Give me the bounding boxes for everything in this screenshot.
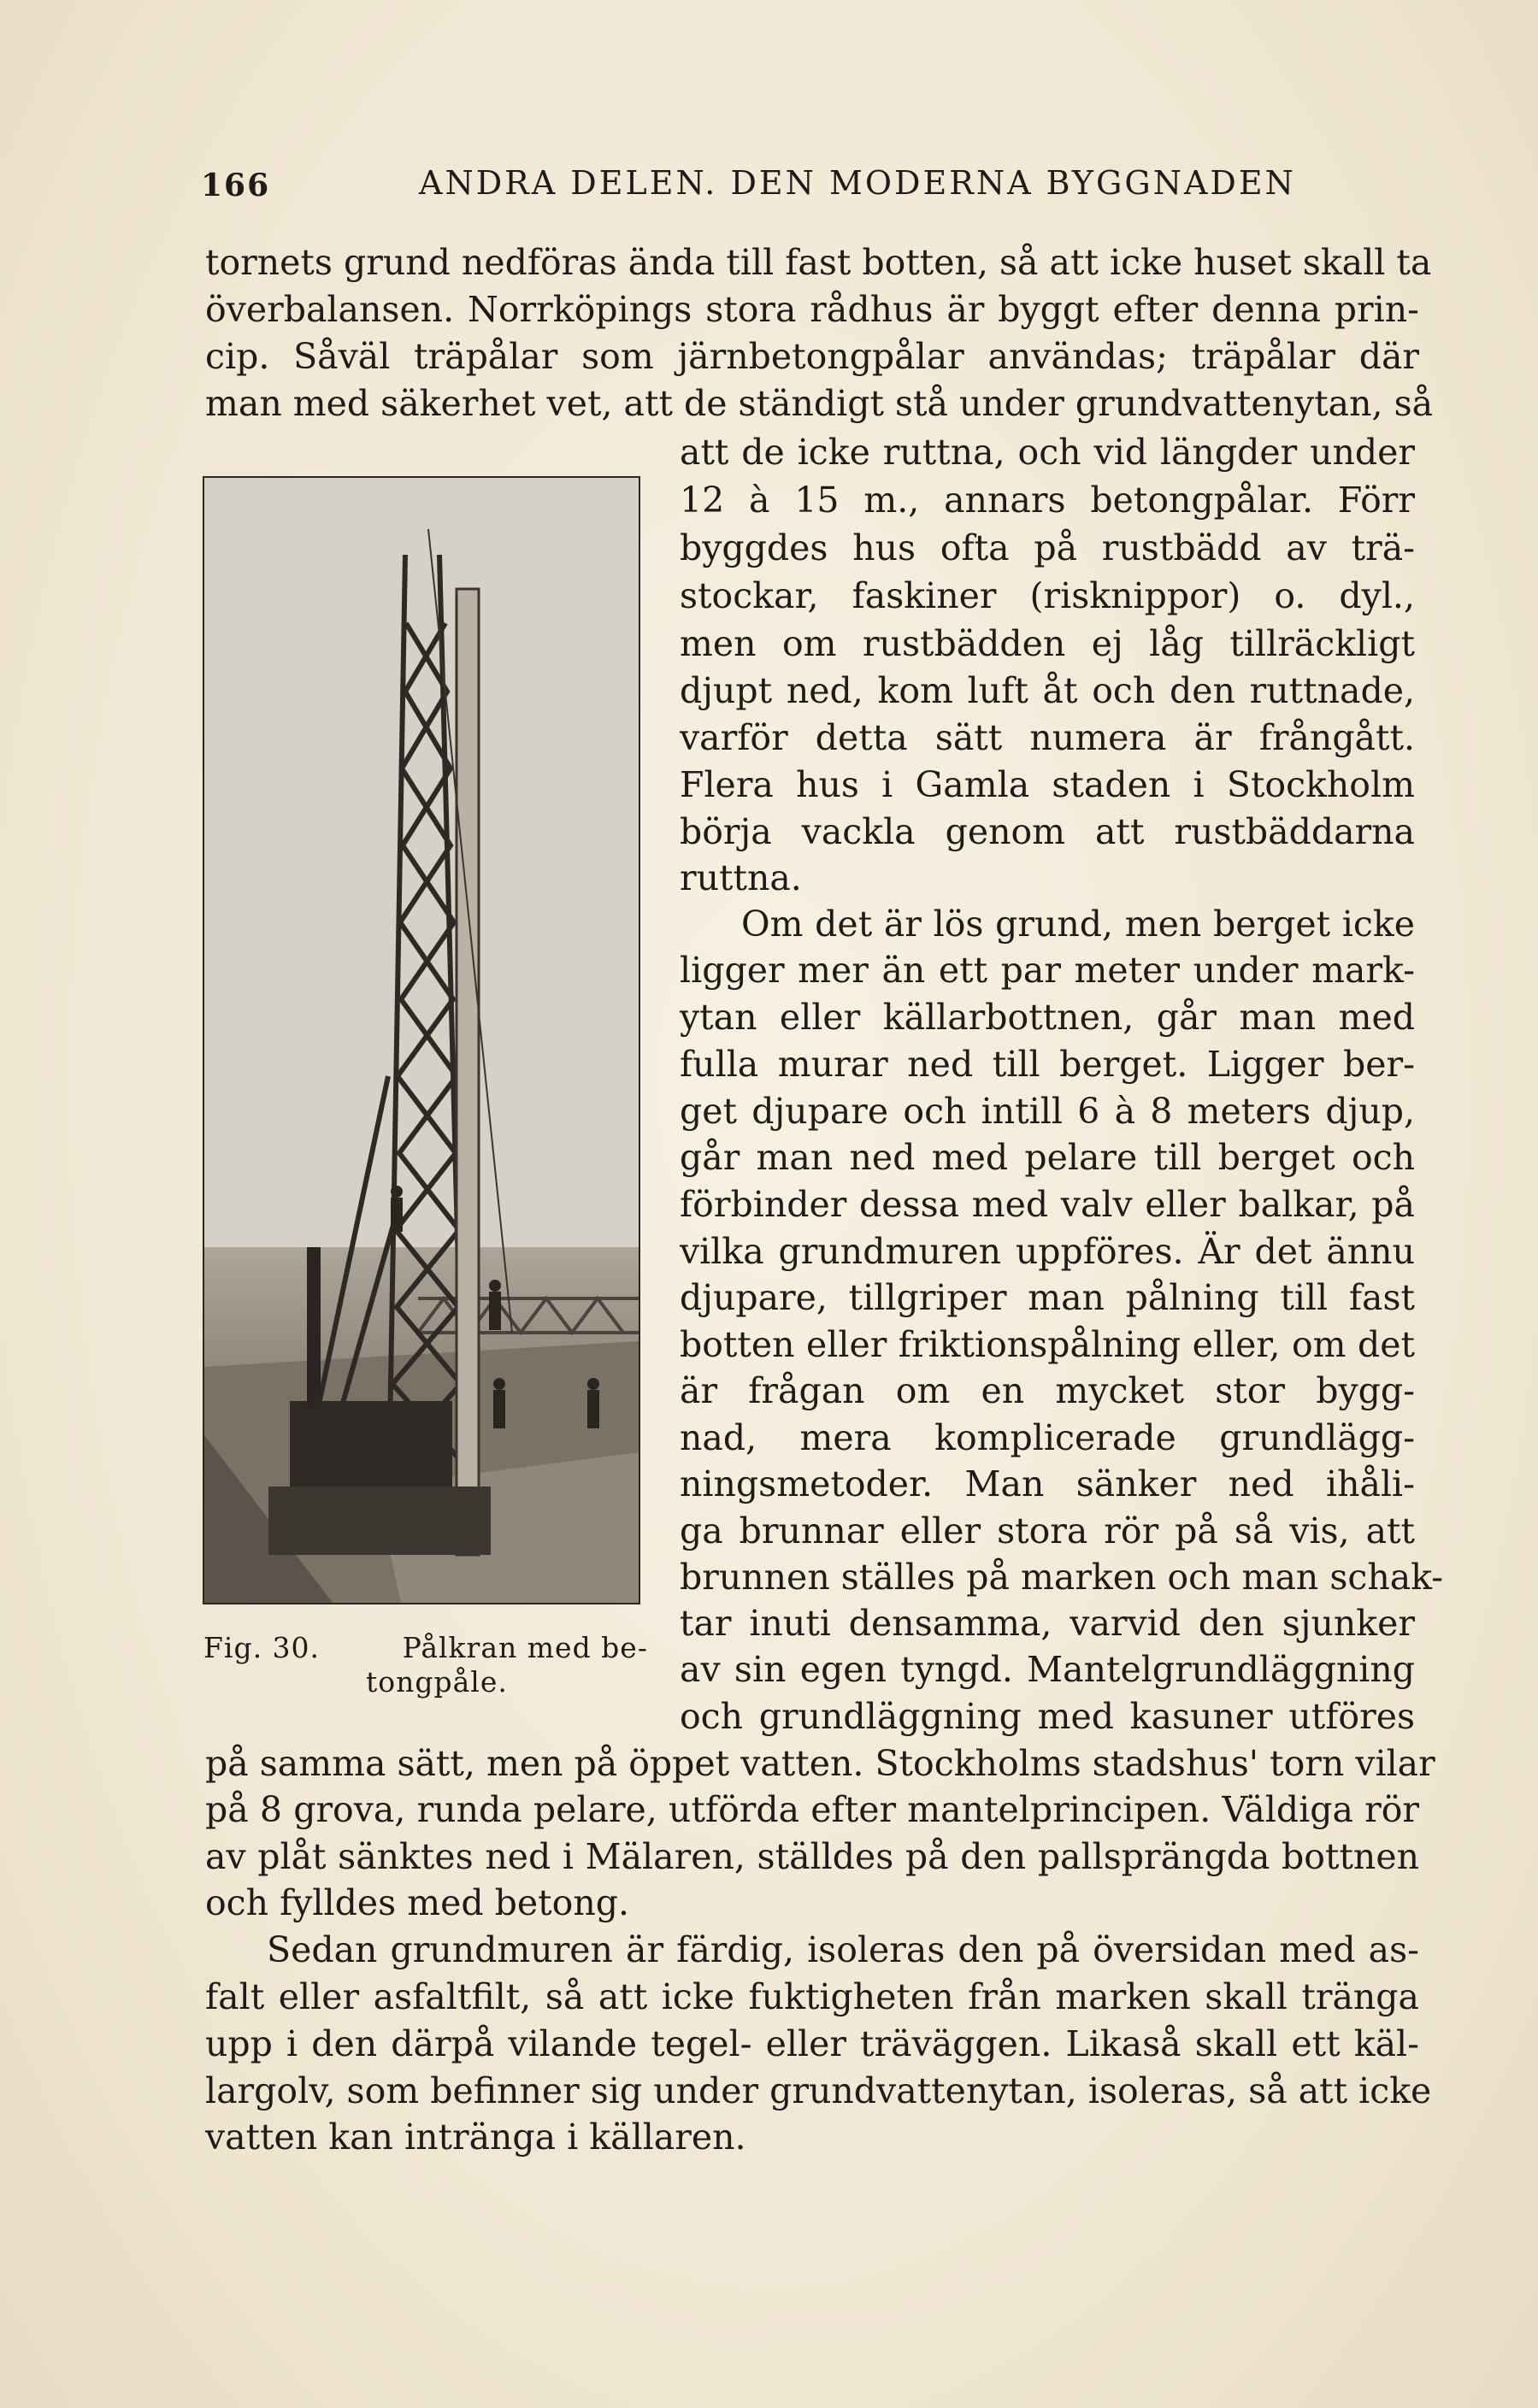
page-number: 166 [201,168,271,203]
text-line: ruttna. [680,857,802,898]
text-line: ga brunnar eller stora rör på så vis, att [680,1510,1415,1551]
chimney [307,1247,321,1410]
text-line: av plåt sänktes ned i Mälaren, ställdes på den pallsprängda bottnen [205,1836,1419,1877]
text-line: byggdes hus ofta på rustbädd av trä- [680,527,1415,568]
text-line: ningsmetoder. Man sänker ned ihåli- [680,1463,1415,1504]
text-line: men om rustbädden ej låg tillräckligt [680,623,1415,664]
text-line: get djupare och intill 6 à 8 meters djup, [680,1091,1415,1132]
text-line: på samma sätt, men på öppet vatten. Stockholms stadshus' torn vilar [205,1743,1435,1784]
text-line: och fylldes med betong. [205,1882,630,1923]
text-line: cip. Såväl träpålar som järnbetongpålar användas; träpålar där [205,336,1419,377]
text-line: går man ned med pelare till berget och [680,1137,1415,1178]
text-line: falt eller asfaltfilt, så att icke fuktigheten från marken skall tränga [205,1976,1419,2017]
running-header [201,159,1415,210]
text-line: förbinder dessa med valv eller balkar, på [680,1184,1415,1225]
text-line: tar inuti densamma, varvid den sjunker [680,1603,1415,1644]
figure-caption-text-2: tongpåle. [366,1665,508,1699]
text-line: ligger mer än ett par meter under mark- [680,950,1415,991]
text-line: man med säkerhet vet, att de ständigt stå under grundvattenytan, så [205,383,1434,424]
text-line: djupare, tillgriper man pålning till fast [680,1277,1415,1318]
text-line: Om det är lös grund, men berget icke [741,904,1415,945]
text-line: Sedan grundmuren är färdig, isoleras den på översidan med as- [267,1929,1419,1970]
text-line: djupt ned, kom luft åt och den ruttnade, [680,670,1415,711]
text-line: vatten kan intränga i källaren. [205,2117,746,2158]
text-line: överbalansen. Norrköpings stora rådhus är byggt efter denna prin- [205,289,1419,330]
text-line: att de icke ruttna, och vid längder under [680,432,1415,473]
figure-photo [203,476,640,1604]
figure-label: Fig. 30. [203,1631,321,1664]
running-title: ANDRA DELEN. DEN MODERNA BYGGNADEN [419,164,1296,202]
text-line: largolv, som befinner sig under grundvattenytan, isoleras, så att icke [205,2070,1432,2111]
text-line: vilka grundmuren uppföres. Är det ännu [680,1231,1415,1272]
text-line: börja vackla genom att rustbäddarna [680,811,1415,852]
text-line: 12 à 15 m., annars betongpålar. Förr [680,480,1415,521]
text-line: brunnen ställes på marken och man schak- [680,1557,1444,1598]
figure-caption [203,1631,648,1699]
text-line: fulla murar ned till berget. Ligger ber- [680,1044,1415,1085]
pile-driver-illustration [204,478,639,1603]
text-line: av sin egen tyngd. Mantelgrundläggning [680,1649,1415,1690]
engine-house [290,1401,452,1495]
text-line: ytan eller källarbottnen, går man med [680,997,1415,1038]
text-line: tornets grund nedföras ända till fast botten, så att icke huset skall ta [205,242,1432,283]
text-line: och grundläggning med kasuner utföres [680,1696,1415,1737]
text-line: varför detta sätt numera är frångått. [680,717,1415,758]
text-line: nad, mera komplicerade grundlägg- [680,1417,1415,1458]
text-line: upp i den därpå vilande tegel- eller träväggen. Likaså skall ett käl- [205,2023,1419,2064]
text-line: Flera hus i Gamla staden i Stockholm [680,764,1415,805]
text-line: på 8 grova, runda pelare, utförda efter mantelprincipen. Väldiga rör [205,1789,1419,1830]
text-line: stockar, faskiner (risknippor) o. dyl., [680,575,1415,616]
concrete-pile [457,589,479,1555]
figure-caption-text-1: Pålkran med be- [402,1631,648,1664]
text-line: är frågan om en mycket stor bygg- [680,1370,1415,1411]
text-line: botten eller friktionspålning eller, om det [680,1324,1415,1365]
